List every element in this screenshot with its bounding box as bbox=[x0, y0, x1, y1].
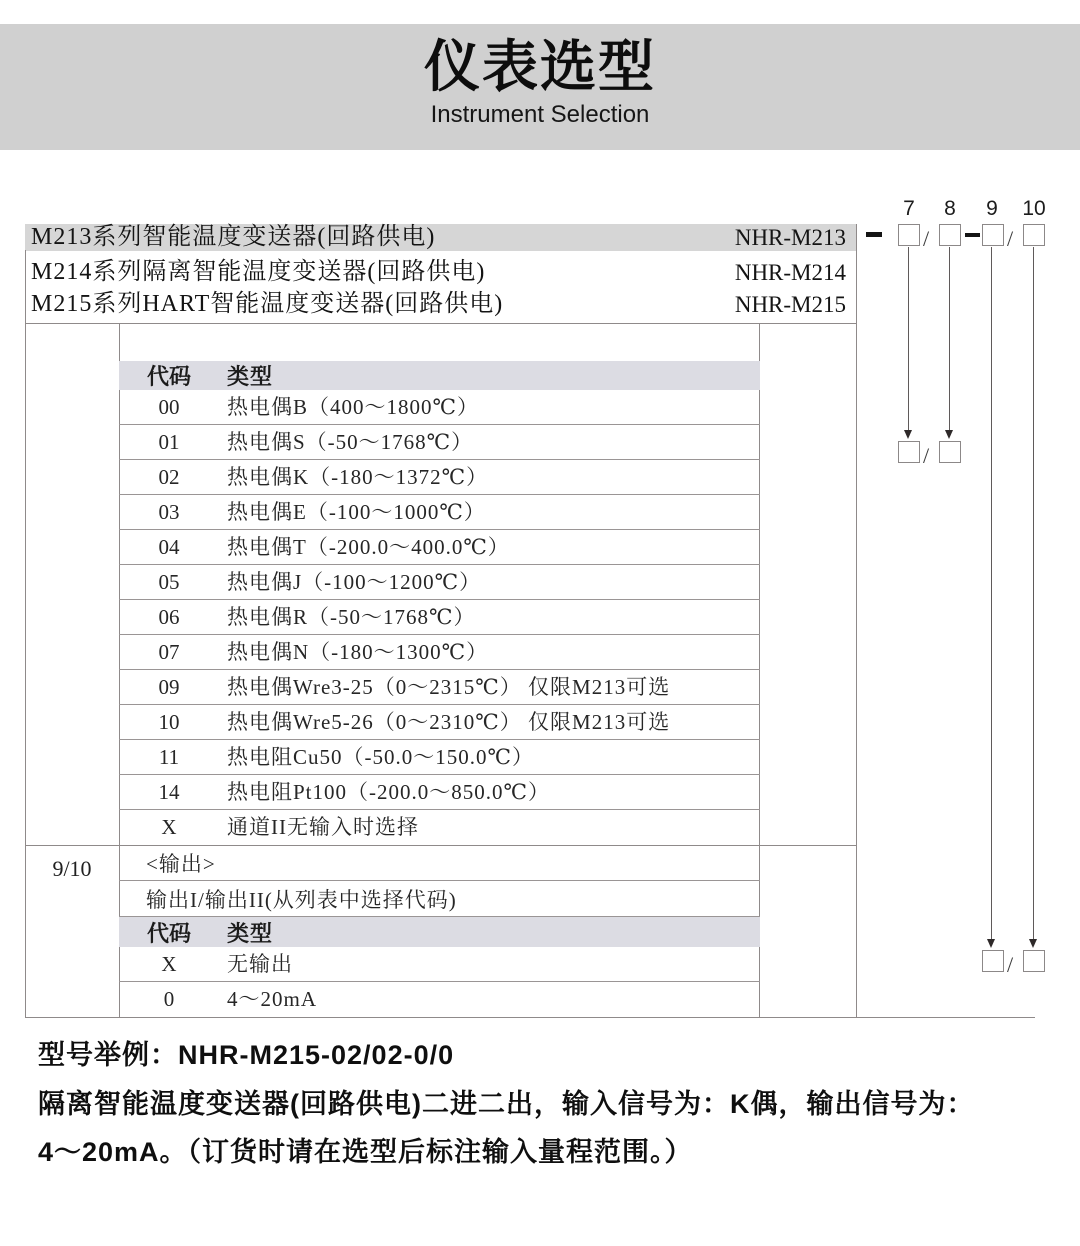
example-description-line1: 隔离智能温度变送器(回路供电)二进二出，输入信号为：K偶，输出信号为： bbox=[38, 1089, 975, 1119]
output-header-type: 类型 bbox=[227, 920, 274, 946]
row-code: X bbox=[161, 815, 177, 839]
row-code: 02 bbox=[158, 465, 180, 489]
input-header-type: 类型 bbox=[227, 364, 274, 389]
row-type: 热电偶Wre5-26（0～2310℃） 仅限M213可选 bbox=[227, 710, 671, 734]
table-row bbox=[119, 947, 760, 982]
table-row bbox=[119, 775, 760, 810]
output-section-title: <输出> bbox=[146, 851, 216, 876]
position-number-9: 9 bbox=[986, 197, 998, 220]
input-code-box-8 bbox=[939, 441, 961, 463]
table-row bbox=[119, 390, 760, 425]
table-row bbox=[119, 425, 760, 460]
table-row bbox=[119, 600, 760, 635]
table-row bbox=[119, 670, 760, 705]
row-type: 4～20mA bbox=[227, 987, 317, 1011]
example-description-line2: 4～20mA。（订货时请在选型后标注输入量程范围。） bbox=[38, 1137, 693, 1167]
row-type: 热电偶N（-180～1300℃） bbox=[227, 640, 489, 664]
table-row bbox=[119, 495, 760, 530]
position-number-8: 8 bbox=[944, 197, 956, 220]
arrow-line-10 bbox=[1033, 247, 1034, 939]
dash-separator bbox=[866, 232, 882, 237]
row-code: 07 bbox=[158, 640, 180, 664]
output-header-code: 代码 bbox=[146, 920, 191, 946]
table-border-right bbox=[856, 224, 857, 1017]
row-type: 热电偶K（-180～1372℃） bbox=[227, 465, 489, 489]
row-type: 热电偶R（-50～1768℃） bbox=[227, 605, 476, 629]
series-name-m214: M214系列隔离智能温度变送器(回路供电) bbox=[31, 259, 486, 285]
row-type: 热电偶B（400～1800℃） bbox=[227, 395, 479, 419]
output-section-title-row bbox=[119, 845, 760, 881]
arrow-head-8 bbox=[945, 430, 953, 439]
output-code-box-10 bbox=[1023, 950, 1045, 972]
slash-separator: / bbox=[923, 443, 930, 468]
table-row bbox=[119, 565, 760, 600]
row-code: 10 bbox=[158, 710, 180, 734]
row-code: 04 bbox=[158, 535, 180, 559]
arrow-head-7 bbox=[904, 430, 912, 439]
series-name-m213: M213系列智能温度变送器(回路供电) bbox=[31, 224, 436, 250]
table-row bbox=[119, 530, 760, 565]
code-box-8 bbox=[939, 224, 961, 246]
position-number-7: 7 bbox=[903, 197, 915, 220]
page-title: 仪表选型 bbox=[424, 35, 656, 98]
output-position-label: 9/10 bbox=[52, 856, 92, 881]
position-number-10: 10 bbox=[1022, 197, 1046, 220]
output-section-subtitle-row bbox=[119, 881, 760, 917]
table-border-left bbox=[25, 250, 26, 1017]
row-code: 03 bbox=[158, 500, 180, 524]
row-code: 14 bbox=[158, 780, 180, 804]
table-row bbox=[119, 635, 760, 670]
row-code: 09 bbox=[158, 675, 180, 699]
arrow-line-7 bbox=[908, 247, 909, 430]
code-box-9 bbox=[982, 224, 1004, 246]
row-code: X bbox=[161, 952, 177, 976]
row-type: 热电偶E（-100～1000℃） bbox=[227, 500, 486, 524]
series-model-m213: NHR-M213 bbox=[734, 225, 846, 250]
row-type: 热电偶T（-200.0～400.0℃） bbox=[227, 535, 510, 559]
row-type: 无输出 bbox=[227, 952, 293, 976]
table-row bbox=[119, 740, 760, 775]
arrow-head-9 bbox=[987, 939, 995, 948]
row-code: 00 bbox=[158, 395, 180, 419]
arrow-head-10 bbox=[1029, 939, 1037, 948]
input-code-box-7 bbox=[898, 441, 920, 463]
model-example-line: 型号举例：NHR-M215-02/02-0/0 bbox=[38, 1040, 455, 1070]
row-code: 11 bbox=[158, 745, 180, 769]
row-type: 热电偶S（-50～1768℃） bbox=[227, 430, 474, 454]
code-box-7 bbox=[898, 224, 920, 246]
row-type: 热电偶J（-100～1200℃） bbox=[227, 570, 482, 594]
output-section-subtitle: 输出I/输出II(从列表中选择代码) bbox=[146, 887, 457, 912]
table-line-series-bottom bbox=[25, 323, 856, 324]
series-name-m215: M215系列HART智能温度变送器(回路供电) bbox=[31, 291, 504, 317]
dash-separator bbox=[965, 233, 980, 237]
code-box-10 bbox=[1023, 224, 1045, 246]
series-model-m215: NHR-M215 bbox=[734, 292, 846, 317]
row-code: 05 bbox=[158, 570, 180, 594]
table-row bbox=[119, 810, 760, 845]
output-table-header bbox=[119, 917, 760, 947]
output-code-box-9 bbox=[982, 950, 1004, 972]
row-type: 热电阻Pt100（-200.0～850.0℃） bbox=[227, 780, 550, 804]
table-line-bottom bbox=[25, 1017, 1035, 1018]
table-row bbox=[119, 705, 760, 740]
arrow-line-8 bbox=[949, 247, 950, 430]
row-type: 通道II无输入时选择 bbox=[227, 815, 419, 839]
slash-separator: / bbox=[1007, 226, 1014, 251]
slash-separator: / bbox=[1007, 952, 1014, 977]
row-code: 06 bbox=[158, 605, 180, 629]
row-type: 热电偶Wre3-25（0～2315℃） 仅限M213可选 bbox=[227, 675, 671, 699]
table-row bbox=[119, 460, 760, 495]
table-row bbox=[119, 982, 760, 1017]
arrow-line-9 bbox=[991, 247, 992, 939]
row-code: 01 bbox=[158, 430, 180, 454]
input-header-code: 代码 bbox=[146, 364, 191, 389]
slash-separator: / bbox=[923, 226, 930, 251]
row-code: 0 bbox=[163, 987, 175, 1011]
series-model-m214: NHR-M214 bbox=[734, 260, 846, 285]
output-table-rows bbox=[119, 947, 760, 1017]
page-subtitle: Instrument Selection bbox=[430, 101, 650, 128]
row-type: 热电阻Cu50（-50.0～150.0℃） bbox=[227, 745, 534, 769]
input-table-header bbox=[119, 361, 760, 390]
input-table-rows bbox=[119, 390, 760, 845]
